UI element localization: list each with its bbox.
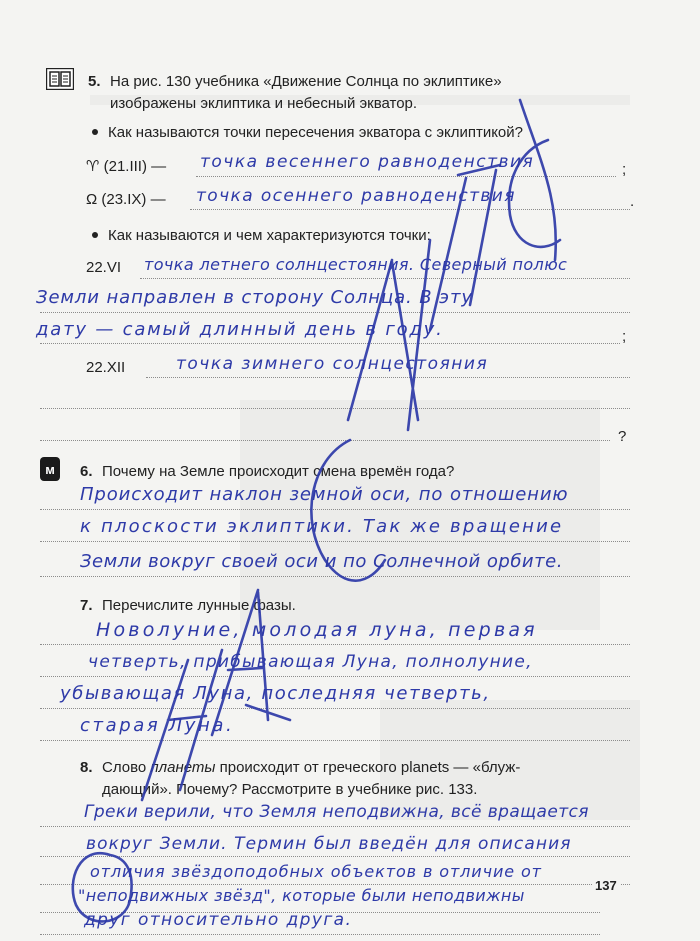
- question-mark: ?: [618, 428, 627, 445]
- task5-text-line2: изображены эклиптика и небесный экватор.: [110, 95, 418, 112]
- task8-answer-line3: отличия звёздоподобных объектов в отличие от: [90, 862, 542, 881]
- task5-number: 5.: [88, 73, 101, 90]
- task8-question-post: происходит от греческого planets — «блуж-: [215, 759, 521, 776]
- task8-number: 8.: [80, 759, 93, 776]
- task7-answer-line3: убывающая Луна, последняя четверть,: [60, 683, 491, 704]
- task8-question-italic: планеты: [150, 759, 216, 776]
- spring-equinox-answer: точка весеннего равноденствия: [200, 152, 535, 172]
- task6-answer-line2: к плоскости эклиптики. Так же вращение: [80, 516, 564, 537]
- summer-solstice-answer-line3: дату — самый длинный день в году.: [36, 319, 444, 340]
- svg-text:м: м: [45, 462, 55, 477]
- task7-answer-line4: старая Луна.: [80, 715, 235, 736]
- task8-answer-line5: друг относительно друга.: [84, 910, 353, 930]
- summer-solstice-label: 22.VI: [86, 259, 122, 276]
- page-number: 137: [592, 878, 620, 893]
- task7-answer-line2: четверть, прибывающая Луна, полнолуние,: [88, 652, 533, 672]
- semicolon: ;: [622, 161, 627, 178]
- task8-question-line2: дающий». Почему? Рассмотрите в учебнике рис. 133.: [102, 781, 478, 798]
- task7-answer-line1: Новолуние, молодая луна, первая: [96, 619, 538, 641]
- task8-question-pre: Слово: [102, 759, 151, 776]
- task6-number: 6.: [80, 463, 93, 480]
- period: .: [630, 193, 635, 210]
- autumn-equinox-label: Ω (23.IX) —: [86, 191, 166, 208]
- task6-answer-line1: Происходит наклон земной оси, по отношению: [80, 484, 569, 505]
- winter-solstice-label: 22.XII: [86, 359, 126, 376]
- task5-question2: Как называются и чем характеризуются точки:: [108, 227, 431, 244]
- summer-solstice-answer-line2: Земли направлен в сторону Солнца. В эту: [36, 287, 473, 308]
- task7-question: Перечислите лунные фазы.: [102, 597, 296, 614]
- spring-equinox-label: ♈ (21.III) —: [86, 158, 167, 175]
- task6-question: Почему на Земле происходит смена времён года?: [102, 463, 455, 480]
- summer-solstice-answer-line1: точка летнего солнцестояния. Северный полюс: [144, 255, 568, 274]
- task7-number: 7.: [80, 597, 93, 614]
- task6-answer-line3: Земли вокруг своей оси и по Солнечной орбите.: [80, 551, 563, 572]
- task8-answer-line2: вокруг Земли. Термин был введён для описания: [86, 834, 572, 854]
- task5-text-line1: На рис. 130 учебника «Движение Солнца по эклиптике»: [110, 73, 502, 90]
- winter-solstice-answer: точка зимнего солнцестояния: [176, 354, 489, 374]
- task5-question1: Как называются точки пересечения экватора с эклиптикой?: [108, 124, 523, 141]
- task8-answer-line1: Греки верили, что Земля неподвижна, всё вращается: [84, 802, 589, 822]
- semicolon: ;: [622, 328, 627, 345]
- autumn-equinox-answer: точка осеннего равноденствия: [196, 186, 516, 206]
- task8-answer-line4: "неподвижных звёзд", которые были неподвижны: [78, 886, 525, 905]
